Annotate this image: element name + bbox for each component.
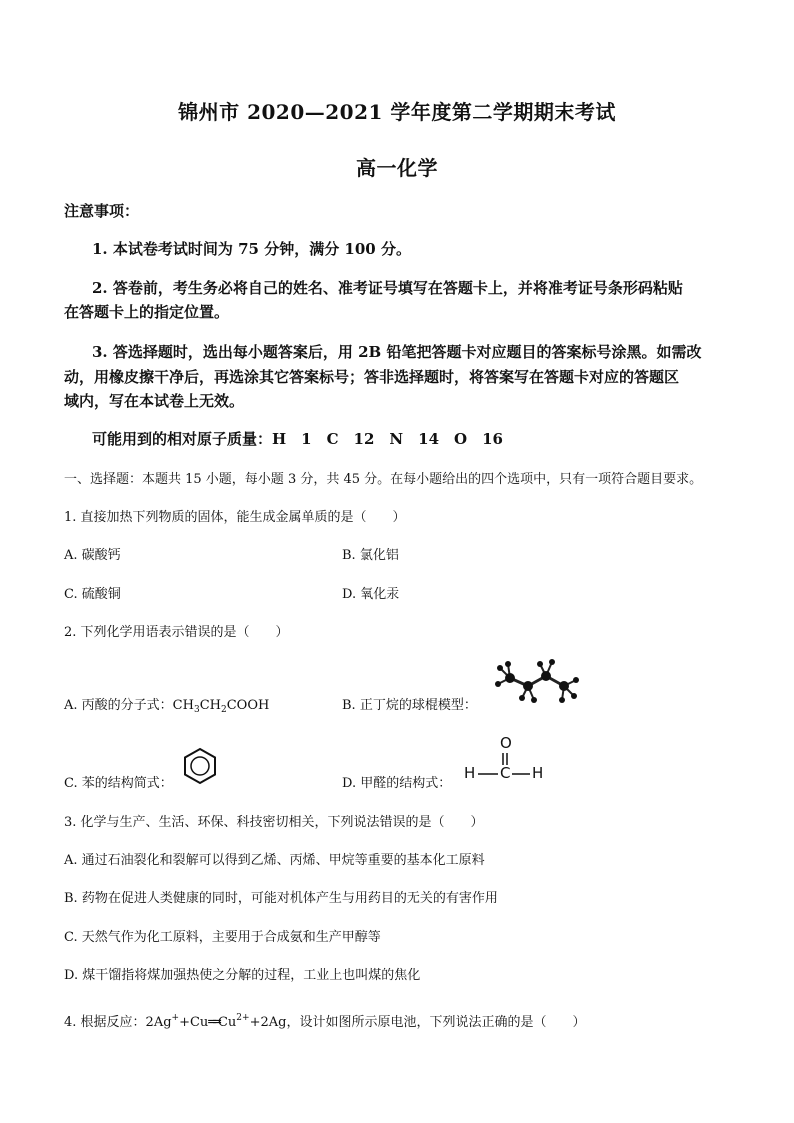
atom-h-right: H	[532, 764, 544, 782]
q1-option-a: A. 碳酸钙	[64, 548, 121, 563]
formaldehyde-bonds	[462, 734, 548, 786]
q1-stem: 1. 直接加热下列物质的固体，能生成金属单质的是（ ）	[64, 510, 406, 525]
q2-option-a	[64, 694, 269, 715]
q4-equation: $2Ag^++Cu══Cu^{2+}+2Ag$	[145, 1013, 287, 1030]
atom-c: C	[500, 764, 511, 782]
q2-stem: 2. 下列化学用语表示错误的是（ ）	[64, 625, 289, 640]
q4-stem	[64, 1011, 585, 1030]
butane-ball-stick-model	[492, 656, 582, 708]
notes-heading: 注意事项：	[64, 202, 140, 220]
q3-option-a: A. 通过石油裂化和裂解可以得到乙烯、丙烯、甲烷等重要的基本化工原料	[64, 853, 485, 868]
propanoic-acid-formula: $CH_3CH_2COOH$	[172, 698, 270, 715]
note-3-line-1: 3. 答选择题时，选出每小题答案后，用 2B 铅笔把答题卡对应题目的答案标号涂黑。如需改	[92, 343, 702, 361]
note-1: 1. 本试卷考试时间为 75 分钟，满分 100 分。	[92, 240, 411, 258]
q3-option-d: D. 煤干馏指将煤加强热使之分解的过程，工业上也叫煤的焦化	[64, 968, 421, 983]
q3-stem: 3. 化学与生产、生活、环保、科技密切相关，下列说法错误的是（ ）	[64, 815, 484, 830]
q4-suffix: ，设计如图所示原电池，下列说法正确的是（ ）	[286, 1015, 586, 1030]
q3-option-c: C. 天然气作为化工原料，主要用于合成氨和生产甲醇等	[64, 930, 381, 945]
exam-title: 锦州市 2020—2021 学年度第二学期期末考试	[178, 100, 616, 124]
section-1-heading: 一、选择题：本题共 15 小题，每小题 3 分，共 45 分。在每小题给出的四个选项中，只有一项符合题目要求。	[64, 472, 703, 487]
q2-option-a-label: A. 丙酸的分子式：	[64, 698, 173, 713]
atom-o: O	[500, 734, 512, 752]
exam-subtitle: 高一化学	[356, 156, 438, 180]
formaldehyde-structure	[462, 734, 548, 786]
q2-option-d-label: D. 甲醛的结构式：	[342, 776, 452, 791]
benzene-structure	[180, 746, 220, 786]
q1-option-d: D. 氧化汞	[342, 587, 400, 602]
note-2-line-1: 2. 答卷前，考生务必将自己的姓名、准考证号填写在答题卡上，并将准考证号条形码粘贴	[92, 279, 683, 297]
note-3-line-2: 动，用橡皮擦干净后，再选涂其它答案标号；答非选择题时，将答案写在答题卡对应的答题区	[64, 368, 680, 386]
note-3-line-3: 域内，写在本试卷上无效。	[64, 392, 245, 410]
q2-option-c-label: C. 苯的结构简式：	[64, 776, 173, 791]
q1-option-c: C. 硫酸铜	[64, 587, 121, 602]
q1-option-b: B. 氯化铝	[342, 548, 399, 563]
q4-prefix: 4. 根据反应：	[64, 1015, 146, 1030]
atom-h-left: H	[464, 764, 476, 782]
atomic-masses: 可能用到的相对原子质量：H 1 C 12 N 14 O 16	[92, 430, 503, 448]
q3-option-b: B. 药物在促进人类健康的同时，可能对机体产生与用药目的无关的有害作用	[64, 891, 498, 906]
q2-option-b-label: B. 正丁烷的球棍模型：	[342, 698, 477, 713]
note-2-line-2: 在答题卡上的指定位置。	[64, 303, 230, 321]
